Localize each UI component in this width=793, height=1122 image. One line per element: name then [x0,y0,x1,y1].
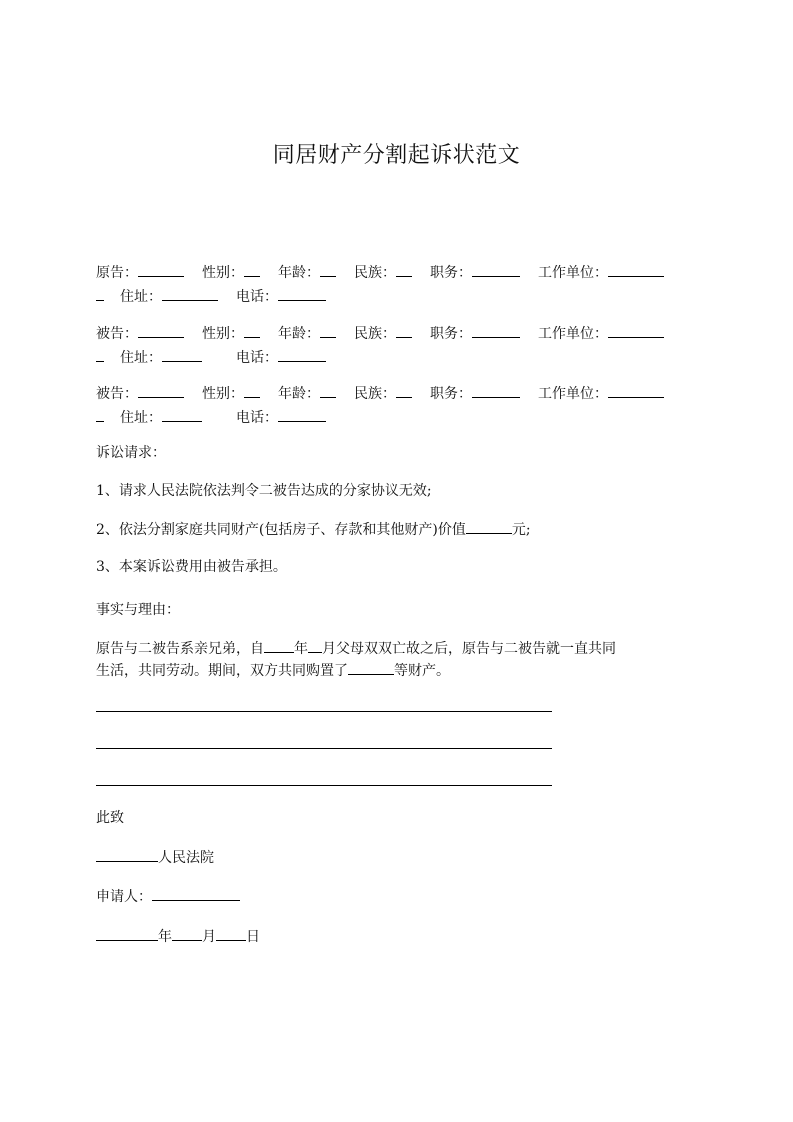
plaintiff-line-1 [96,262,664,283]
defendant2-ethnicity-label: 民族： [354,386,396,402]
defendant1-phone-blank [278,347,326,362]
plaintiff-label: 原告： [96,265,138,281]
facts-fill-line-1 [96,711,552,712]
closing-year: 年 [158,929,172,945]
page-title: 同居财产分割起诉状范文 [272,143,521,168]
plaintiff-ethnicity-blank [396,262,412,277]
defendant1-gender-label: 性别： [202,326,244,342]
plaintiff-phone-blank [278,286,326,301]
defendant2-position-blank [472,383,520,398]
defendant1-line-2 [96,347,326,368]
defendant1-position-blank [472,323,520,338]
closing-applicant-line [96,886,240,907]
defendant1-position-label: 职务： [430,326,472,342]
defendant1-ethnicity-label: 民族： [354,326,396,342]
defendant1-workplace-blank-cont [96,347,104,362]
defendant2-gender-blank [244,383,260,398]
facts-text-e: 等财产。 [394,663,450,679]
plaintiff-phone-label: 电话： [236,289,278,305]
plaintiff-position-blank [472,262,520,277]
closing-salute: 此致 [96,810,124,826]
facts-text-d: 生活，共同劳动。期间，双方共同购置了 [96,663,348,679]
defendant2-label: 被告： [96,386,138,402]
defendant1-name-blank [138,323,184,338]
court-name-blank [96,847,158,862]
plaintiff-age-label: 年龄： [278,265,320,281]
claim-item-3: 3、本案诉讼费用由被告承担。 [96,559,287,575]
defendant2-phone-blank [278,407,326,422]
closing-day: 日 [246,929,260,945]
closing-month: 月 [202,929,216,945]
defendant1-address-blank [162,347,202,362]
defendant2-gender-label: 性别： [202,386,244,402]
defendant1-ethnicity-blank [396,323,412,338]
applicant-name-blank [152,886,240,901]
plaintiff-workplace-blank-cont [96,286,104,301]
plaintiff-address-blank [162,286,218,301]
defendant2-age-label: 年龄： [278,386,320,402]
defendant2-phone-label: 电话： [236,410,278,426]
facts-paragraph-line-1 [96,638,616,659]
closing-court-line [96,847,214,868]
plaintiff-position-label: 职务： [430,265,472,281]
facts-paragraph-line-2 [96,660,450,681]
date-month-blank [172,926,202,941]
defendant1-phone-label: 电话： [236,350,278,366]
claim-item-2 [96,519,531,540]
defendant2-workplace-blank [608,383,664,398]
defendant1-address-label: 住址： [120,350,162,366]
defendant1-age-blank [320,323,336,338]
defendant1-label: 被告： [96,326,138,342]
facts-month-blank [308,638,322,653]
plaintiff-gender-label: 性别： [202,265,244,281]
defendant2-address-blank [162,407,202,422]
facts-property-blank [348,660,394,675]
facts-fill-line-3 [96,785,552,786]
date-year-blank [96,926,158,941]
closing-applicant-label: 申请人： [96,889,152,905]
facts-heading: 事实与理由： [96,602,180,618]
defendant2-age-blank [320,383,336,398]
defendant1-line-1 [96,323,664,344]
plaintiff-workplace-label: 工作单位： [538,265,608,281]
claims-heading: 诉讼请求： [96,445,166,461]
defendant2-line-2 [96,407,326,428]
plaintiff-line-2 [96,286,326,307]
defendant2-workplace-label: 工作单位： [538,386,608,402]
defendant1-workplace-blank [608,323,664,338]
defendant2-position-label: 职务： [430,386,472,402]
closing-date-line [96,926,260,947]
defendant1-workplace-label: 工作单位： [538,326,608,342]
defendant2-ethnicity-blank [396,383,412,398]
closing-court: 人民法院 [158,850,214,866]
facts-text-b: 年 [294,641,308,657]
facts-text-c: 月父母双双亡故之后，原告与二被告就一直共同 [322,641,616,657]
facts-year-blank [264,638,294,653]
claim-item-2-text: 2、依法分割家庭共同财产(包括房子、存款和其他财产)价值 [96,522,466,538]
plaintiff-gender-blank [244,262,260,277]
defendant1-age-label: 年龄： [278,326,320,342]
defendant2-workplace-blank-cont [96,407,104,422]
defendant2-address-label: 住址： [120,410,162,426]
defendant2-line-1 [96,383,664,404]
claim-value-blank [466,519,512,534]
defendant2-name-blank [138,383,184,398]
plaintiff-ethnicity-label: 民族： [354,265,396,281]
facts-fill-line-2 [96,748,552,749]
defendant1-gender-blank [244,323,260,338]
date-day-blank [216,926,246,941]
plaintiff-workplace-blank [608,262,664,277]
claim-item-1: 1、请求人民法院依法判令二被告达成的分家协议无效; [96,483,432,499]
plaintiff-age-blank [320,262,336,277]
claim-item-2-unit: 元; [511,522,531,538]
plaintiff-name-blank [138,262,184,277]
plaintiff-address-label: 住址： [120,289,162,305]
facts-text-a: 原告与二被告系亲兄弟，自 [96,641,264,657]
